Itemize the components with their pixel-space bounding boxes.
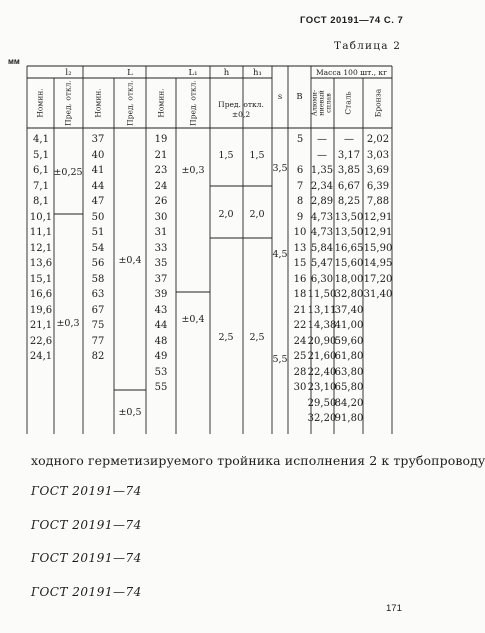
bronze-mass-cell: 12,91 [363,227,393,238]
L-nomin-cell: 51 [91,227,105,238]
steel-mass-cell: 63,80 [334,366,364,378]
L1-nomin-cell: 39 [154,289,168,300]
l2-nomin-cell: 7,1 [33,180,49,192]
standard-reference-3: ГОСТ 20191—74 [31,551,142,565]
alum-mass-cell: — [317,149,327,161]
alum-mass-cell: — [317,134,327,145]
l2-nomin-cell: 4,1 [33,134,49,145]
col-header-l2-nomin: Номин. [35,88,45,118]
B-cell: 25 [293,351,307,362]
h1-group-2: 2,0 [249,209,265,220]
l2-nomin-cell: 13,6 [29,258,53,269]
B-cell: 24 [293,335,307,347]
B-cell: 16 [293,273,307,285]
alum-mass-cell: 4,73 [310,227,334,238]
l2-nomin-cell: 8,1 [33,196,49,207]
s-group-2: 4,5 [272,249,288,260]
L1-nomin-cell: 35 [154,258,168,269]
l2-nomin-cell: 19,6 [29,304,53,316]
l2-nomin-cell: 11,1 [29,227,53,238]
L-nomin-cell: 75 [91,320,105,331]
steel-mass-cell: 3,17 [337,149,361,161]
B-cell: 8 [296,196,304,207]
bronze-mass-cell: 14,95 [363,258,393,269]
L1-nomin-cell: 30 [154,211,168,223]
B-cell: 28 [293,366,307,378]
alum-mass-cell: 13,11 [307,304,337,316]
L-nomin-cell: 50 [91,211,105,223]
bronze-mass-cell: 2,02 [366,134,390,145]
alum-mass-cell: 5,84 [310,242,334,254]
bronze-mass-cell: 12,91 [363,211,393,223]
page-header: ГОСТ 20191—74 С. 7 [300,15,404,26]
bronze-mass-cell: 15,90 [363,242,393,254]
col-header-mass: Масса 100 шт., кг [316,68,387,77]
bronze-mass-cell: 6,39 [366,180,390,192]
steel-mass-cell: 6,67 [337,180,361,192]
alum-mass-cell: 11,50 [307,289,337,300]
col-header-h-tol: Пред. откл. [218,100,264,109]
steel-mass-cell: 16,65 [334,242,364,254]
l2-tol-group-1: ±0,25 [53,167,83,178]
B-cell: 22 [293,320,307,331]
B-cell: 10 [293,227,307,238]
steel-mass-cell: 32,80 [334,289,364,300]
col-header-L1-tol: Пред. откл. [188,80,198,126]
standard-reference-1: ГОСТ 20191—74 [31,484,142,498]
L-nomin-cell: 63 [91,289,105,300]
alum-mass-cell: 2,89 [310,196,334,207]
l2-nomin-cell: 24,1 [29,351,53,362]
bronze-mass-cell: 3,03 [366,149,390,161]
steel-mass-cell: 8,25 [337,196,361,207]
continuation-sentence: ходного герметизируемого тройника исполнения 2 к трубопроводу [31,453,485,468]
steel-mass-cell: 15,60 [334,258,364,269]
alum-mass-cell: 6,30 [310,273,334,285]
L-nomin-cell: 54 [91,242,105,254]
alum-mass-cell: 1,35 [310,165,334,176]
steel-mass-cell: 3,85 [337,165,361,176]
L-nomin-cell: 44 [91,180,105,192]
l2-nomin-cell: 15,1 [29,273,53,285]
L-nomin-cell: 77 [91,335,105,347]
col-header-L1-nomin: Номин. [156,88,166,118]
l2-tol-group-2: ±0,3 [56,318,80,329]
col-header-h-tol-value: ±0,2 [231,110,251,119]
alum-mass-cell: 21,60 [307,351,337,362]
L-tol-group-1: ±0,4 [118,255,142,266]
steel-mass-cell: 37,40 [334,304,364,316]
L-nomin-cell: 40 [91,149,105,161]
L1-nomin-cell: 33 [154,242,168,254]
alum-mass-cell: 4,73 [310,211,334,223]
alum-mass-cell: 29,50 [307,397,337,409]
page-number: 171 [386,603,402,614]
col-header-L: L [127,68,133,78]
L-tol-group-2: ±0,5 [118,407,142,418]
h1-group-3: 2,5 [249,332,265,343]
alum-mass-cell: 32,20 [307,413,337,424]
col-header-L-nomin: Номин. [93,88,103,118]
steel-mass-cell: — [344,134,354,145]
steel-mass-cell: 13,50 [334,211,364,223]
l2-nomin-cell: 22,6 [29,335,53,347]
L1-nomin-cell: 26 [154,196,168,207]
L1-tol-group-1: ±0,3 [181,165,205,176]
L1-nomin-cell: 31 [154,227,168,238]
L-nomin-cell: 47 [91,196,105,207]
unit-label: мм [8,57,20,66]
standard-reference-4: ГОСТ 20191—74 [31,585,142,599]
alum-mass-cell: 23,10 [307,382,337,393]
L1-nomin-cell: 21 [154,149,168,161]
col-header-alum: Алюми- ниевый сплав [310,89,333,117]
L-nomin-cell: 56 [91,258,105,269]
bronze-mass-cell: 17,20 [363,273,393,285]
L-nomin-cell: 67 [91,304,105,316]
B-cell: 18 [293,289,307,300]
alum-mass-cell: 2,34 [310,180,334,192]
steel-mass-cell: 84,20 [334,397,364,409]
l2-nomin-cell: 16,6 [29,289,53,300]
steel-mass-cell: 13,50 [334,227,364,238]
L1-nomin-cell: 19 [154,134,168,145]
s-group-1: 3,5 [272,163,288,174]
B-cell: 9 [296,211,304,223]
l2-nomin-cell: 12,1 [29,242,53,254]
L1-tol-group-2: ±0,4 [181,314,205,325]
L-nomin-cell: 58 [91,273,105,285]
l2-nomin-cell: 21,1 [29,320,53,331]
l2-nomin-cell: 6,1 [33,165,49,176]
col-header-L-tol: Пред. откл. [125,80,135,126]
steel-mass-cell: 18,00 [334,273,364,285]
col-header-l2: l₂ [65,68,72,78]
L-nomin-cell: 41 [91,165,105,176]
L1-nomin-cell: 49 [154,351,168,362]
L1-nomin-cell: 43 [154,304,168,316]
h-group-2: 2,0 [218,209,234,220]
L1-nomin-cell: 55 [154,382,168,393]
steel-mass-cell: 41,00 [334,320,364,331]
B-cell: 5 [296,134,304,145]
s-group-3: 5,5 [272,354,288,365]
B-cell: 15 [293,258,307,269]
L1-nomin-cell: 44 [154,320,168,331]
L-nomin-cell: 82 [91,351,105,362]
h-group-3: 2,5 [218,332,234,343]
standard-reference-2: ГОСТ 20191—74 [31,518,142,532]
L1-nomin-cell: 23 [154,165,168,176]
l2-nomin-cell: 10,1 [29,211,53,223]
L1-nomin-cell: 48 [154,335,168,347]
bronze-mass-cell: 7,88 [366,196,390,207]
L1-nomin-cell: 37 [154,273,168,285]
steel-mass-cell: 59,60 [334,335,364,347]
h1-group-1: 1,5 [249,150,265,161]
B-cell: 7 [296,180,304,192]
alum-mass-cell: 20,90 [307,335,337,347]
h-group-1: 1,5 [218,150,234,161]
steel-mass-cell: 91,80 [334,413,364,424]
steel-mass-cell: 61,80 [334,351,364,362]
col-header-h: h [223,68,230,78]
col-header-h1: h₁ [253,68,262,78]
col-header-bronze: Бронза [373,88,383,118]
bronze-mass-cell: 31,40 [363,289,393,300]
table-caption: Таблица 2 [334,40,402,52]
col-header-s: s [277,92,283,102]
B-cell: 21 [293,304,307,316]
col-header-l2-tol: Пред. откл. [63,80,73,126]
L1-nomin-cell: 24 [154,180,168,192]
col-header-steel: Сталь [343,91,353,115]
L-nomin-cell: 37 [91,134,105,145]
B-cell: 13 [293,242,307,254]
col-header-B: B [296,92,303,102]
B-cell: 6 [296,165,304,176]
B-cell: 30 [293,382,307,393]
bronze-mass-cell: 3,69 [366,165,390,176]
alum-mass-cell: 5,47 [310,258,334,269]
L1-nomin-cell: 53 [154,366,168,378]
l2-nomin-cell: 5,1 [33,149,49,161]
col-header-L1: L₁ [188,68,198,78]
alum-mass-cell: 22,40 [307,366,337,378]
steel-mass-cell: 65,80 [334,382,364,393]
alum-mass-cell: 14,38 [307,320,337,331]
